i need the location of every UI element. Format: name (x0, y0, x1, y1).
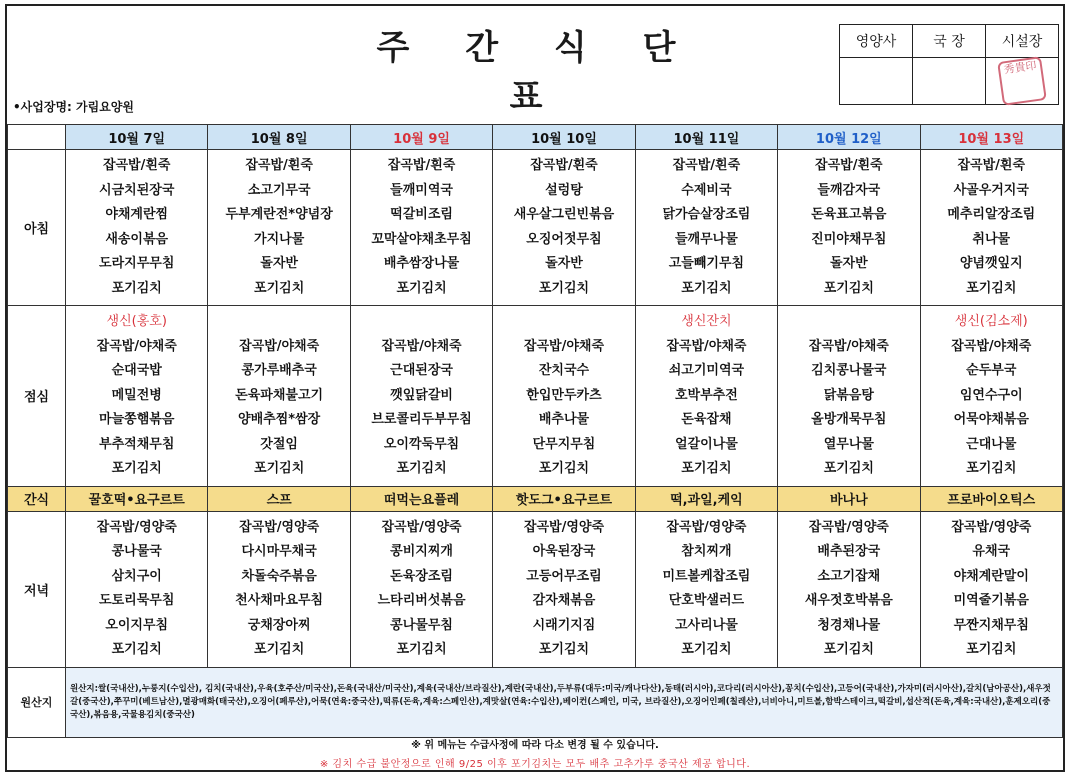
menu-item (208, 310, 349, 335)
meal-label-breakfast: 아침 (8, 150, 66, 306)
menu-item: 호박부추전 (675, 387, 738, 403)
menu-item: 배추나물 (538, 412, 590, 427)
menu-sheet (5, 4, 1065, 772)
menu-item: 수제비국 (681, 182, 732, 198)
lunch-cell (920, 306, 1062, 487)
menu-item: 포기김치 (254, 461, 305, 476)
menu-item: 잡곡밥/흰죽 (102, 158, 171, 173)
menu-item: 오징어젓무침 (526, 231, 602, 247)
menu-item-list (208, 512, 349, 667)
menu-item: 들깨감자국 (817, 182, 881, 198)
breakfast-row (8, 150, 1063, 306)
menu-item: 포기김치 (681, 642, 732, 657)
dinner-cell (635, 511, 777, 667)
menu-item: 야채계란말이 (953, 568, 1029, 584)
menu-item: 취나물 (972, 231, 1011, 247)
menu-item: 어묵야채볶음 (953, 412, 1029, 427)
menu-item: 잔치국수 (538, 363, 590, 378)
menu-item-list (921, 306, 1062, 486)
meal-label-lunch: 점심 (8, 306, 66, 487)
menu-item: 올방개묵무침 (811, 412, 887, 427)
footer-notes (7, 730, 1063, 770)
menu-item (493, 310, 634, 335)
menu-item-list (921, 512, 1062, 667)
sign-header-dietitian: 영양사 (840, 25, 913, 58)
menu-item: 돈육표고볶음 (811, 207, 887, 222)
page-title: 주 간 식 단 표 (376, 28, 698, 117)
menu-item: 들깨무나물 (675, 231, 738, 247)
day-header: 10월 7일 (66, 125, 208, 150)
menu-item: 포기김치 (681, 280, 732, 296)
menu-item: 부추적채무침 (99, 436, 175, 452)
menu-item-list (351, 150, 492, 305)
menu-item: 포기김치 (966, 461, 1017, 476)
snack-cell: 스프 (208, 486, 350, 511)
day-header: 10월 11일 (635, 125, 777, 150)
sign-header-facility-head: 시설장 (986, 25, 1059, 58)
menu-item: 야채계란찜 (105, 207, 169, 222)
sign-header-director: 국 장 (913, 25, 986, 58)
menu-item: 열무나물 (823, 436, 874, 452)
menu-item: 소고기무국 (247, 182, 311, 198)
menu-item: 돈육장조림 (390, 568, 453, 584)
breakfast-cell (350, 150, 492, 306)
menu-item: 깻잎닭갈비 (390, 387, 453, 403)
menu-item: 가지나물 (254, 231, 305, 247)
breakfast-cell (778, 150, 920, 306)
menu-item: 포기김치 (111, 642, 162, 657)
lunch-cell (493, 306, 635, 487)
menu-item: 도라지무무침 (99, 256, 175, 271)
menu-item: 잡곡밥/흰죽 (957, 158, 1026, 173)
menu-item: 궁채장아찌 (247, 617, 311, 633)
seal-stamp: 秀貴印 (997, 56, 1047, 106)
day-header: 10월 12일 (778, 125, 920, 150)
menu-item: 잡곡밥/영양죽 (96, 519, 177, 535)
menu-item: 닭가슴살장조림 (662, 207, 751, 222)
menu-item: 배추쌈장나물 (383, 256, 460, 271)
menu-item: 돌자반 (545, 256, 583, 271)
menu-item: 메추리알장조림 (947, 207, 1036, 222)
menu-item: 새송이볶음 (105, 231, 169, 247)
menu-item: 오이지무침 (105, 617, 169, 633)
breakfast-cell (208, 150, 350, 306)
menu-item: 잡곡밥/흰죽 (387, 158, 456, 173)
snack-cell: 프로바이오틱스 (920, 486, 1062, 511)
dinner-row (8, 511, 1063, 667)
menu-item: 잡곡밥/야채죽 (666, 338, 747, 354)
menu-item-list (66, 306, 207, 486)
weekly-menu-table (7, 124, 1063, 738)
menu-item-list (778, 306, 919, 486)
menu-item-list (636, 150, 777, 305)
menu-item: 닭볶음탕 (823, 387, 874, 403)
menu-item: 진미야채무침 (811, 231, 887, 247)
menu-item: 포기김치 (966, 642, 1017, 657)
dinner-cell (493, 511, 635, 667)
menu-item: 포기김치 (681, 461, 732, 476)
menu-item: 갓절임 (260, 436, 298, 452)
menu-item: 고등어무조림 (526, 568, 602, 584)
menu-item: 포기김치 (538, 280, 590, 296)
menu-item-list (208, 150, 349, 305)
lunch-cell (208, 306, 350, 487)
meal-label-snack: 간식 (8, 486, 66, 511)
menu-item: 시래기지짐 (532, 617, 596, 633)
menu-item: 청경채나물 (817, 617, 881, 633)
menu-item: 돌자반 (829, 256, 868, 271)
dinner-cell (208, 511, 350, 667)
menu-item: 포기김치 (823, 280, 874, 296)
menu-item: 포기김치 (823, 461, 874, 476)
menu-item: 얼갈이나물 (675, 436, 738, 452)
footer-note-kimchi: ※ 김치 수급 불안정으로 인해 9/25 이후 포기김치는 모두 배추 고추가루 중국산 제공 합니다. (319, 759, 751, 770)
sign-cell-dietitian (840, 58, 913, 105)
lunch-cell (635, 306, 777, 487)
menu-item: 다시마무채국 (241, 544, 317, 559)
menu-item: 떡갈비조림 (390, 207, 453, 222)
menu-item: 쇠고기미역국 (668, 363, 745, 378)
menu-item: 마늘쫑햄볶음 (99, 412, 175, 427)
snack-cell: 핫도그•요구르트 (493, 486, 635, 511)
menu-item: 양배추찜*쌈장 (238, 412, 321, 427)
menu-item: 단호박샐러드 (668, 593, 745, 608)
menu-item: 포기김치 (396, 642, 447, 657)
menu-item: 돈육잡채 (681, 412, 732, 427)
menu-item: 소고기잡채 (817, 568, 881, 584)
menu-item: 임연수구이 (959, 387, 1023, 403)
breakfast-cell (920, 150, 1062, 306)
menu-item-list (636, 306, 777, 486)
menu-item: 포기김치 (396, 461, 447, 476)
menu-item: 배추된장국 (817, 544, 881, 559)
footer-note-change: ※ 위 메뉴는 수급사정에 따라 다소 변경 될 수 있습니다. (411, 740, 659, 751)
menu-item: 포기김치 (823, 642, 874, 657)
menu-item: 잡곡밥/야채죽 (808, 338, 889, 354)
menu-item: 고들빼기무침 (668, 256, 745, 271)
menu-item (778, 310, 919, 335)
menu-item: 포기김치 (254, 280, 305, 296)
menu-item: 콩나물국 (111, 544, 162, 559)
lunch-row (8, 306, 1063, 487)
menu-item-list (921, 150, 1062, 305)
menu-item: 메밀전병 (111, 387, 162, 403)
corner-cell (8, 125, 66, 150)
menu-item: 시금치된장국 (99, 182, 175, 198)
lunch-cell (350, 306, 492, 487)
menu-item: 삼치구이 (111, 568, 162, 584)
breakfast-cell (493, 150, 635, 306)
menu-item: 잡곡밥/영양죽 (808, 519, 889, 535)
breakfast-cell (66, 150, 208, 306)
menu-item: 포기김치 (966, 280, 1017, 296)
menu-item: 참치찌개 (681, 544, 732, 559)
menu-item: 잡곡밥/흰죽 (530, 158, 598, 173)
menu-item: 잡곡밥/영양죽 (381, 519, 462, 535)
menu-item: 천사채마요무침 (235, 593, 324, 608)
menu-item: 설렁탕 (545, 182, 583, 198)
lunch-cell (66, 306, 208, 487)
snack-cell: 떡,과일,케익 (635, 486, 777, 511)
menu-item: 근대나물 (966, 436, 1017, 452)
menu-item: 포기김치 (254, 642, 305, 657)
menu-item: 근대된장국 (390, 363, 453, 378)
menu-item-list (778, 512, 919, 667)
origin-row (8, 667, 1063, 737)
menu-item: 돌자반 (260, 256, 298, 271)
meal-label-origin: 원산지 (8, 667, 66, 737)
menu-item-list (493, 306, 634, 486)
dinner-cell (66, 511, 208, 667)
menu-item: 잡곡밥/흰죽 (672, 158, 741, 173)
menu-item-list (351, 306, 492, 486)
menu-item: 들깨미역국 (390, 182, 453, 198)
menu-item-list (778, 150, 919, 305)
meal-label-dinner: 저녁 (8, 511, 66, 667)
day-header: 10월 13일 (920, 125, 1062, 150)
day-header: 10월 8일 (208, 125, 350, 150)
menu-item: 유채국 (972, 544, 1011, 559)
menu-item: 오이깍둑무침 (383, 436, 460, 452)
menu-item: 포기김치 (538, 642, 590, 657)
menu-item: 느타리버섯볶음 (377, 593, 466, 608)
menu-item-list (636, 512, 777, 667)
menu-item-list (66, 512, 207, 667)
menu-item: 잡곡밥/영양죽 (239, 519, 320, 535)
menu-item: 감자채볶음 (532, 593, 596, 608)
menu-item: 콩가루배추국 (241, 363, 317, 378)
menu-item-list (351, 512, 492, 667)
menu-item: 한입만두카츠 (526, 387, 602, 403)
menu-item: 생신잔치 (681, 314, 732, 329)
menu-item: 돈육파채불고기 (235, 387, 324, 403)
breakfast-cell (635, 150, 777, 306)
menu-item: 새우살그린빈볶음 (513, 207, 615, 222)
sign-cell-facility-head (986, 58, 1059, 105)
dinner-cell (350, 511, 492, 667)
menu-item: 김치콩나물국 (811, 363, 887, 378)
menu-item: 차돌숙주볶음 (241, 568, 317, 584)
menu-item: 잡곡밥/흰죽 (815, 158, 883, 173)
menu-item: 도토리묵무침 (99, 593, 175, 608)
day-header: 10월 9일 (350, 125, 492, 150)
menu-item: 포기김치 (111, 461, 162, 476)
menu-item: 무짠지채무침 (953, 617, 1029, 633)
menu-item: 미역줄기볶음 (953, 593, 1029, 608)
menu-item: 고사리나물 (675, 617, 738, 633)
menu-item: 잡곡밥/야채죽 (381, 338, 462, 354)
menu-item: 잡곡밥/야채죽 (239, 338, 320, 354)
menu-item-list (66, 150, 207, 305)
menu-item: 새우젓호박볶음 (804, 593, 893, 608)
menu-item-list (208, 306, 349, 486)
menu-item: 생신(김소제) (954, 314, 1028, 329)
snack-cell: 꿀호떡•요구르트 (66, 486, 208, 511)
day-header-row (8, 125, 1063, 150)
menu-item: 브로콜리두부무침 (371, 412, 472, 427)
menu-item: 생신(홍호) (106, 314, 167, 329)
menu-item: 두부계란전*양념장 (225, 207, 333, 222)
dinner-cell (920, 511, 1062, 667)
menu-item: 포기김치 (111, 280, 162, 296)
menu-item: 아욱된장국 (532, 544, 596, 559)
lunch-cell (778, 306, 920, 487)
menu-item: 포기김치 (538, 461, 590, 476)
menu-item: 포기김치 (396, 280, 447, 296)
menu-item: 잡곡밥/영양죽 (523, 519, 605, 535)
menu-item: 잡곡밥/영양죽 (666, 519, 747, 535)
menu-item: 잡곡밥/야채죽 (523, 338, 605, 354)
snack-row (8, 486, 1063, 511)
menu-item: 콩나물무침 (390, 617, 453, 633)
dinner-cell (778, 511, 920, 667)
menu-item: 꼬막살야채초무침 (371, 231, 472, 247)
menu-item: 콩비지찌개 (390, 544, 453, 559)
menu-item: 양념깻잎지 (959, 256, 1023, 271)
menu-item: 잡곡밥/야채죽 (951, 338, 1032, 354)
menu-item: 미트볼케찹조림 (662, 568, 751, 584)
menu-item: 잡곡밥/야채죽 (96, 338, 177, 354)
origin-text: 원산지:쌀(국내산),누룽지(수입산), 김치(국내산),우육(호주산/미국산),돈육(국내산/미국산),계육(국내산/브라질산),계란(국내산),두부류(대두:미국/캐나다산),동태(러시아),코다리(러시아산),꽁치(수입산),고등어(국내산),가자미(러시아산),갈치(남아공산),새우젓갈(중국산),쭈꾸미(베트남산),멸광매화(태국산),오징어(페루산),어묵(연육:중국산),떡류(돈육,계육:스페인산),계맛살(연육:수입산),베이컨(스페인, 미국, 브라질산),오징어인페(칠레산),너비아니,미트볼,함박스테이크,떡갈비,섭산적(돈육,계육:국내산),훈제오리(중국산),볶음용,국물용김치(중국산) (66, 667, 1063, 737)
menu-item: 단무지무침 (532, 436, 596, 452)
menu-item: 순두부국 (966, 363, 1017, 378)
snack-cell: 바나나 (778, 486, 920, 511)
approval-box (839, 24, 1059, 105)
menu-item: 잡곡밥/흰죽 (245, 158, 313, 173)
day-header: 10월 10일 (493, 125, 635, 150)
menu-item-list (493, 512, 634, 667)
menu-item: 잡곡밥/영양죽 (951, 519, 1032, 535)
menu-item-list (493, 150, 634, 305)
snack-cell: 떠먹는요플레 (350, 486, 492, 511)
sign-cell-director (913, 58, 986, 105)
menu-item: 순대국밥 (111, 363, 162, 378)
menu-item: 사골우거지국 (953, 182, 1029, 198)
menu-item (351, 310, 492, 335)
business-name: •사업장명: 가림요양원 (13, 100, 134, 114)
